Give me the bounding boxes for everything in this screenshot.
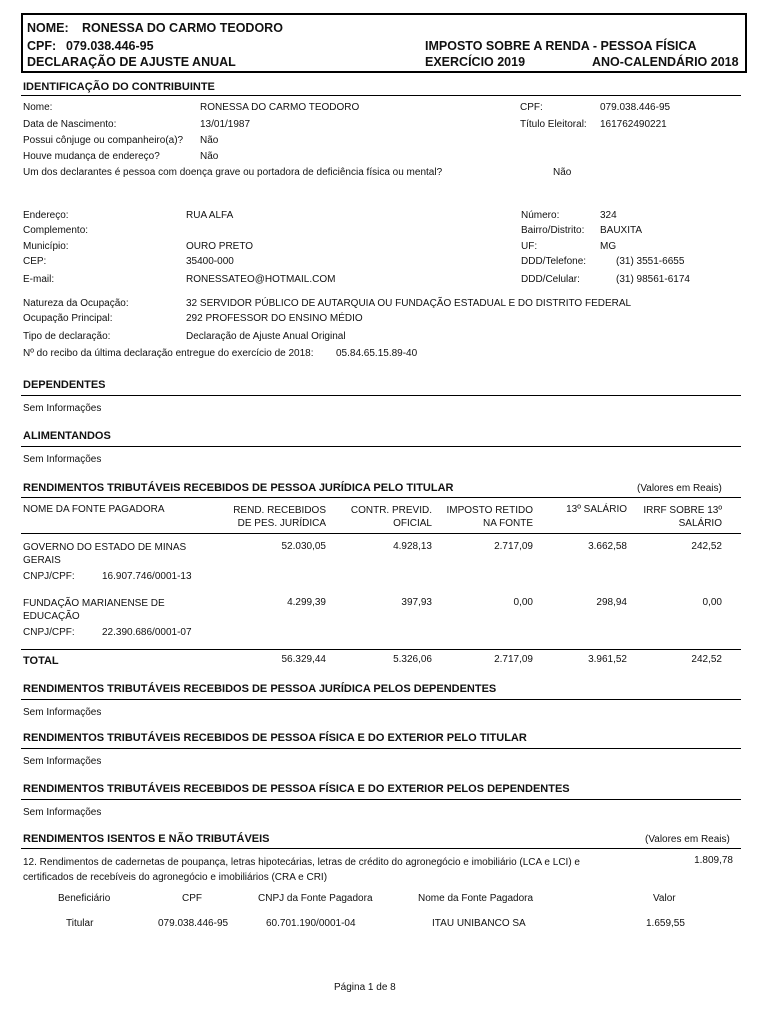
uf-label: UF: xyxy=(521,241,538,252)
endereco-label: Endereço: xyxy=(23,210,69,221)
cpf-label: CPF: xyxy=(520,102,543,113)
col-beneficiario: Beneficiário xyxy=(58,893,111,904)
titulo-value: 161762490221 xyxy=(600,119,667,130)
isentos-row-valor: 1.659,55 xyxy=(646,918,685,929)
celular-value: (31) 98561-6174 xyxy=(616,274,690,285)
doenca-label: Um dos declarantes é pessoa com doença grave ou portadora de deficiência física ou mental? xyxy=(23,167,443,178)
telefone-value: (31) 3551-6655 xyxy=(616,256,685,267)
col-fonte-pagadora: NOME DA FONTE PAGADORA xyxy=(23,504,165,515)
section-dependentes-title: DEPENDENTES xyxy=(23,379,106,391)
nome-value: RONESSA DO CARMO TEODORO xyxy=(200,102,360,113)
table-row-fonte: GOVERNO DO ESTADO DE MINAS GERAIS xyxy=(23,542,187,566)
isentos-row-cpf: 079.038.446-95 xyxy=(158,918,229,929)
header-cpf-label: CPF: xyxy=(27,39,57,53)
natureza-value: 32 SERVIDOR PÚBLICO DE AUTARQUIA OU FUNDAÇÃO ESTADUAL E DO DISTRITO FEDERAL xyxy=(186,298,632,309)
col-13-salario: 13º SALÁRIO xyxy=(566,504,627,515)
nome-label: Nome: xyxy=(23,102,53,113)
table-row-13: 3.662,58 xyxy=(588,541,627,552)
table-row-contr: 397,93 xyxy=(401,597,432,608)
divider xyxy=(21,533,741,534)
col-rend-recebidos: REND. RECEBIDOS DE PES. JURÍDICA xyxy=(233,505,326,529)
total-imp: 2.717,09 xyxy=(494,654,533,665)
total-contr: 5.326,06 xyxy=(393,654,432,665)
section-rend-pj-titular-title: RENDIMENTOS TRIBUTÁVEIS RECEBIDOS DE PESSOA JURÍDICA PELO TITULAR xyxy=(23,482,454,494)
table-row-contr: 4.928,13 xyxy=(393,541,432,552)
page-number: Página 1 de 8 xyxy=(334,982,396,993)
header-declaracao: DECLARAÇÃO DE AJUSTE ANUAL xyxy=(27,55,236,69)
conjuge-value: Não xyxy=(200,135,219,146)
total-irrf: 242,52 xyxy=(691,654,722,665)
dependentes-info: Sem Informações xyxy=(23,403,102,414)
col-irrf-13: IRRF SOBRE 13º SALÁRIO xyxy=(643,505,722,529)
section-identificacao-title: IDENTIFICAÇÃO DO CONTRIBUINTE xyxy=(23,81,215,93)
mudanca-label: Houve mudança de endereço? xyxy=(23,151,160,162)
isentos-row-benef: Titular xyxy=(66,918,94,929)
table-row-cnpj-label: CNPJ/CPF: xyxy=(23,571,75,582)
ocupacao-label: Ocupação Principal: xyxy=(23,313,113,324)
isentos-item-text: 12. Rendimentos de cadernetas de poupança, letras hipotecárias, letras de crédito do agronegócio e imobiliário (LCA e LCI) e certificados de recebíveis do agronegócio e imobiliários (CRA e CRI) xyxy=(23,857,580,883)
col-cnpj-fonte: CNPJ da Fonte Pagadora xyxy=(258,893,373,904)
header-cpf-value: 079.038.446-95 xyxy=(66,39,154,53)
header-exercicio: EXERCÍCIO 2019 xyxy=(425,55,526,69)
header-ano-calendario: ANO-CALENDÁRIO 2018 xyxy=(592,55,739,69)
email-value: RONESSATEO@HOTMAIL.COM xyxy=(186,274,336,285)
section-rend-pf-titular-title: RENDIMENTOS TRIBUTÁVEIS RECEBIDOS DE PESSOA FÍSICA E DO EXTERIOR PELO TITULAR xyxy=(23,732,527,744)
complemento-label: Complemento: xyxy=(23,225,89,236)
table-row-13: 298,94 xyxy=(596,597,627,608)
isentos-item-value: 1.809,78 xyxy=(694,855,733,866)
total-13: 3.961,52 xyxy=(588,654,627,665)
endereco-value: RUA ALFA xyxy=(186,210,234,221)
conjuge-label: Possui cônjuge ou companheiro(a)? xyxy=(23,135,184,146)
header-nome-value: RONESSA DO CARMO TEODORO xyxy=(82,21,283,35)
divider xyxy=(21,649,741,650)
mudanca-value: Não xyxy=(200,151,219,162)
col-nome-fonte: Nome da Fonte Pagadora xyxy=(418,893,534,904)
table-row-rend: 4.299,39 xyxy=(287,597,326,608)
table-row-irrf: 0,00 xyxy=(702,597,722,608)
isentos-note: (Valores em Reais) xyxy=(645,834,730,845)
divider xyxy=(21,699,741,700)
natureza-label: Natureza da Ocupação: xyxy=(23,298,129,309)
rend-pj-titular-note: (Valores em Reais) xyxy=(637,483,722,494)
section-rend-pj-dep-title: RENDIMENTOS TRIBUTÁVEIS RECEBIDOS DE PESSOA JURÍDICA PELOS DEPENDENTES xyxy=(23,683,497,695)
nascimento-value: 13/01/1987 xyxy=(200,119,251,130)
tipo-value: Declaração de Ajuste Anual Original xyxy=(186,331,346,342)
section-isentos-title: RENDIMENTOS ISENTOS E NÃO TRIBUTÁVEIS xyxy=(23,833,270,845)
divider xyxy=(21,748,741,749)
divider xyxy=(21,497,741,498)
divider xyxy=(21,799,741,800)
uf-value: MG xyxy=(600,241,617,252)
table-row-cnpj: 16.907.746/0001-13 xyxy=(102,571,192,582)
rend-pf-titular-info: Sem Informações xyxy=(23,756,102,767)
rend-pf-dep-info: Sem Informações xyxy=(23,807,102,818)
alimentandos-info: Sem Informações xyxy=(23,454,102,465)
recibo-label: Nº do recibo da última declaração entregue do exercício de 2018: xyxy=(23,348,314,359)
table-row-cnpj-label: CNPJ/CPF: xyxy=(23,627,75,638)
bairro-value: BAUXITA xyxy=(600,225,643,236)
telefone-label: DDD/Telefone: xyxy=(521,256,587,267)
col-imposto-retido: IMPOSTO RETIDO NA FONTE xyxy=(446,505,533,529)
divider xyxy=(21,848,741,849)
table-row-imp: 0,00 xyxy=(513,597,533,608)
table-row-irrf: 242,52 xyxy=(691,541,722,552)
tipo-label: Tipo de declaração: xyxy=(23,331,111,342)
numero-label: Número: xyxy=(521,210,560,221)
rend-pj-dep-info: Sem Informações xyxy=(23,707,102,718)
recibo-value: 05.84.65.15.89-40 xyxy=(336,348,418,359)
ocupacao-value: 292 PROFESSOR DO ENSINO MÉDIO xyxy=(186,313,363,324)
table-row-imp: 2.717,09 xyxy=(494,541,533,552)
header-imposto: IMPOSTO SOBRE A RENDA - PESSOA FÍSICA xyxy=(425,39,697,53)
nascimento-label: Data de Nascimento: xyxy=(23,119,117,130)
table-row-fonte: FUNDAÇÃO MARIANENSE DE EDUCAÇÃO xyxy=(23,598,165,622)
col-cpf: CPF xyxy=(182,893,202,904)
table-row-rend: 52.030,05 xyxy=(281,541,326,552)
bairro-label: Bairro/Distrito: xyxy=(521,225,585,236)
cpf-value: 079.038.446-95 xyxy=(600,102,671,113)
divider xyxy=(21,95,741,96)
numero-value: 324 xyxy=(600,210,617,221)
celular-label: DDD/Celular: xyxy=(521,274,580,285)
total-label: TOTAL xyxy=(23,655,59,667)
divider xyxy=(21,395,741,396)
col-contr-previd: CONTR. PREVID. OFICIAL xyxy=(350,505,432,529)
table-row-cnpj: 22.390.686/0001-07 xyxy=(102,627,192,638)
section-alimentandos-title: ALIMENTANDOS xyxy=(23,430,111,442)
isentos-row-cnpj: 60.701.190/0001-04 xyxy=(266,918,356,929)
total-rend: 56.329,44 xyxy=(281,654,326,665)
titulo-label: Título Eleitoral: xyxy=(520,119,587,130)
isentos-row-nome: ITAU UNIBANCO SA xyxy=(432,918,526,929)
doenca-value: Não xyxy=(553,167,572,178)
header-nome-label: NOME: xyxy=(27,21,69,35)
section-rend-pf-dep-title: RENDIMENTOS TRIBUTÁVEIS RECEBIDOS DE PESSOA FÍSICA E DO EXTERIOR PELOS DEPENDENTES xyxy=(23,783,570,795)
divider xyxy=(21,446,741,447)
cep-label: CEP: xyxy=(23,256,47,267)
municipio-value: OURO PRETO xyxy=(186,241,254,252)
cep-value: 35400-000 xyxy=(186,256,234,267)
email-label: E-mail: xyxy=(23,274,55,285)
municipio-label: Município: xyxy=(23,241,69,252)
col-valor: Valor xyxy=(653,893,676,904)
